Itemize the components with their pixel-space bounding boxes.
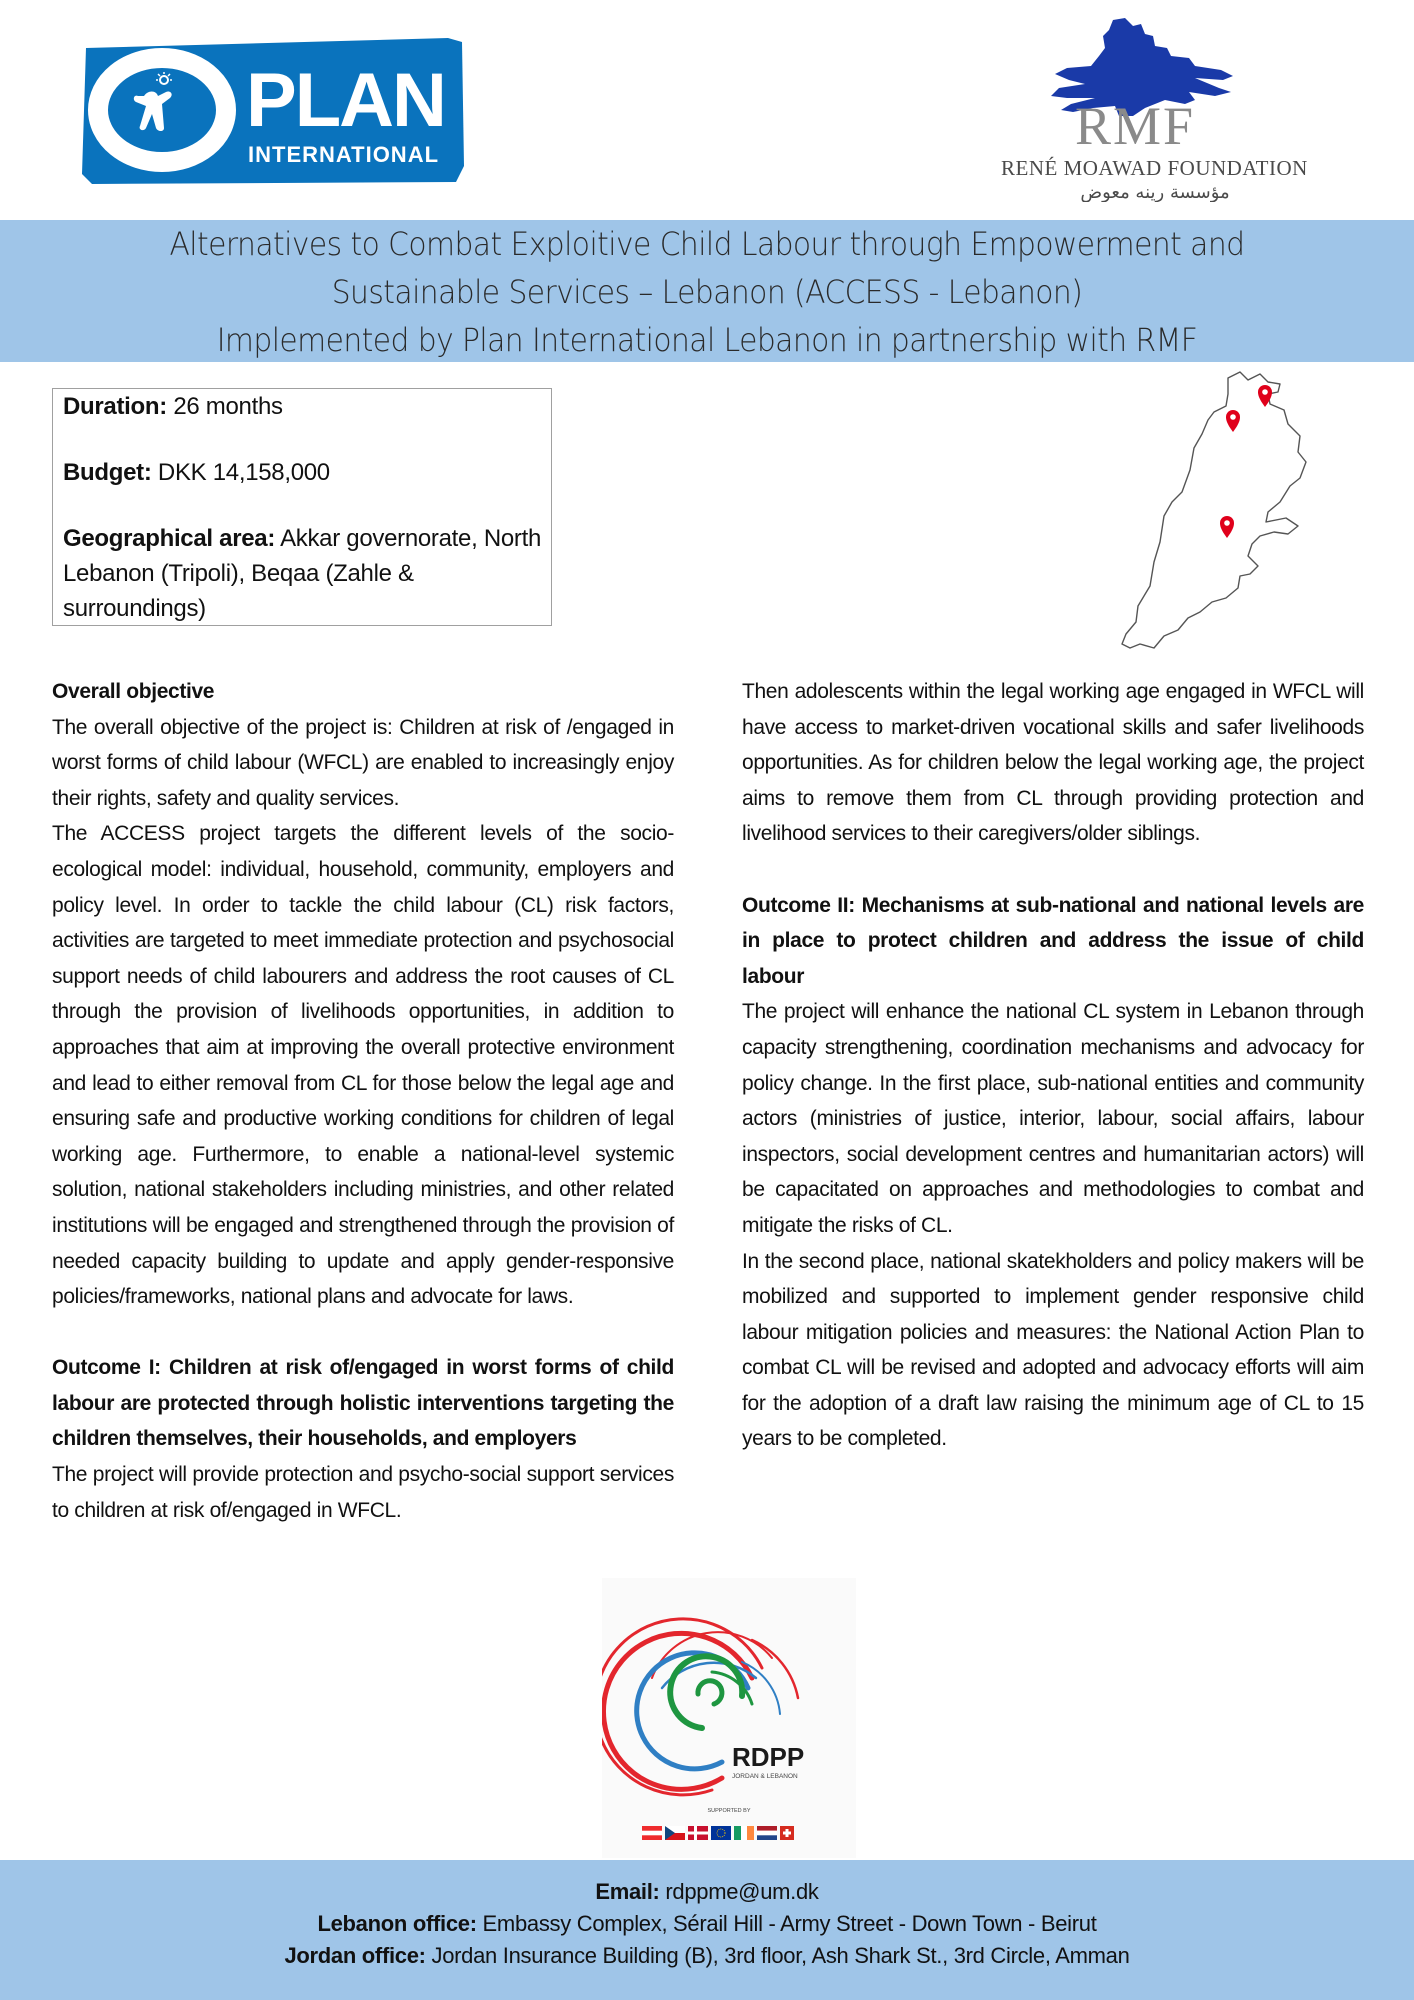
budget-label: Budget: <box>63 459 152 486</box>
outcome-1-paragraph-2: Then adolescents within the legal working age engaged in WFCL will have access to market-driven vocational skills and safer livelihoods opportunities. As for children below the legal working age, the project aims to remove them from CL through providing protection and livelihood services to their caregivers/older siblings. <box>742 680 1364 846</box>
flag-austria <box>642 1826 662 1840</box>
plan-sub: INTERNATIONAL <box>248 142 440 167</box>
geo-value: Akkar governorate, North Lebanon (Tripoli), Beqaa (Zahle & surroundings) <box>63 525 542 622</box>
email-label: Email: <box>595 1879 660 1904</box>
plan-international-logo <box>78 36 468 186</box>
budget-row <box>63 455 541 490</box>
lebanon-outline <box>1110 366 1350 656</box>
right-column <box>742 674 1364 1457</box>
flag-denmark <box>688 1826 708 1840</box>
jordan-office-address: Jordan Insurance Building (B), 3rd floor, Ash Shark St., 3rd Circle, Amman <box>425 1943 1130 1968</box>
jordan-office-label: Jordan office: <box>284 1943 426 1968</box>
rmf-logo <box>995 12 1315 202</box>
geo-label: Geographical area: <box>63 525 276 552</box>
title-line-3: Implemented by Plan International Lebanon in partnership with RMF <box>216 321 1198 359</box>
flag-switzerland <box>780 1826 794 1840</box>
outcome-2-heading: Outcome II: Mechanisms at sub-national and national levels are in place to protect children and address the issue of child labour <box>742 893 1364 988</box>
rdpp-logo-graphic <box>602 1578 856 1858</box>
plan-logo-graphic <box>78 36 468 186</box>
rmf-logo-graphic <box>995 12 1315 202</box>
left-column <box>52 674 674 1528</box>
outcome-1-paragraph-1: The project will provide protection and psycho-social support services to children at risk of/engaged in WFCL. <box>52 1463 674 1522</box>
map-pin-tripoli <box>1226 410 1240 432</box>
flag-eu <box>711 1826 731 1840</box>
lebanon-office-label: Lebanon office: <box>317 1911 477 1936</box>
contact-footer <box>0 1860 1414 2000</box>
rdpp-sub: JORDAN & LEBANON <box>732 1773 798 1780</box>
flag-czech <box>665 1826 685 1840</box>
plan-word: PLAN <box>246 58 445 143</box>
lebanon-office-address: Embassy Complex, Sérail Hill - Army Street - Down Town - Beirut <box>476 1911 1097 1936</box>
flag-ireland <box>734 1826 754 1840</box>
outcome-1-heading: Outcome I: Children at risk of/engaged in worst forms of child labour are protected through holistic interventions targeting the children themselves, their households, and employers <box>52 1356 674 1451</box>
rmf-arabic: مؤسسة رينه معوض <box>1080 182 1230 202</box>
rdpp-name: RDPP <box>732 1742 805 1772</box>
footer-email-row <box>0 1876 1414 1908</box>
lebanon-map <box>1110 366 1350 656</box>
duration-row <box>63 389 541 424</box>
title-band <box>0 220 1414 362</box>
outcome-2-paragraph-1: The project will enhance the national CL system in Lebanon through capacity strengthening, coordination mechanisms and advocacy for policy change. In the first place, sub-national entities and community actors (ministries of justice, interior, labour, social affairs, labour inspectors, social development centres and humanitarian actors) will be capacitated on approaches and methodologies to combat and mitigate the risks of CL. <box>742 1000 1364 1237</box>
objective-heading: Overall objective <box>52 680 215 703</box>
title-line-2: Sustainable Services – Lebanon (ACCESS - Lebanon) <box>331 273 1083 311</box>
rdpp-supported-by: SUPPORTED BY <box>707 1808 751 1814</box>
objective-paragraph-2: The ACCESS project targets the different levels of the socio-ecological model: individual, household, community, employers and policy level. In order to tackle the child labour (CL) risk factors, activities are targeted to meet immediate protection and psychosocial support needs of child labourers and address the root causes of CL through the provision of livelihoods opportunities, in addition to approaches that aim at improving the overall protective environment and lead to either removal from CL for those below the legal age and ensuring safe and productive working conditions for children of legal working age. Furthermore, to enable a national-level systemic solution, national stakeholders including ministries, and other related institutions will be engaged and strengthened through the provision of needed capacity building to update and apply gender-responsive policies/frameworks, national plans and advocate for laws. <box>52 822 674 1309</box>
project-info-box <box>52 388 552 626</box>
footer-jordan-row <box>0 1940 1414 1972</box>
duration-value: 26 months <box>166 393 283 420</box>
email-value[interactable]: rdppme@um.dk <box>659 1879 819 1904</box>
duration-label: Duration: <box>63 393 167 420</box>
map-pin-zahle <box>1220 516 1234 538</box>
rdpp-logo <box>602 1578 856 1858</box>
footer-lebanon-row <box>0 1908 1414 1940</box>
objective-paragraph-1: The overall objective of the project is: Children at risk of /engaged in worst forms of child labour (WFCL) are enabled to increasingly enjoy their rights, safety and quality services. <box>52 715 674 810</box>
rmf-initials: RMF <box>1075 96 1196 156</box>
outcome-2-paragraph-2: In the second place, national skatekholders and policy makers will be mobilized and supported to implement gender responsive child labour mitigation policies and measures: the National Action Plan to combat CL will be revised and adopted and advocacy efforts will aim for the adoption of a draft law raising the minimum age of CL to 15 years to be completed. <box>742 1249 1364 1451</box>
flag-netherlands <box>757 1826 777 1840</box>
rmf-name: RENÉ MOAWAD FOUNDATION <box>1001 156 1308 180</box>
geo-row <box>63 521 541 626</box>
title-line-1: Alternatives to Combat Exploitive Child Labour through Empowerment and <box>169 225 1245 263</box>
budget-value: DKK 14,158,000 <box>151 459 330 486</box>
